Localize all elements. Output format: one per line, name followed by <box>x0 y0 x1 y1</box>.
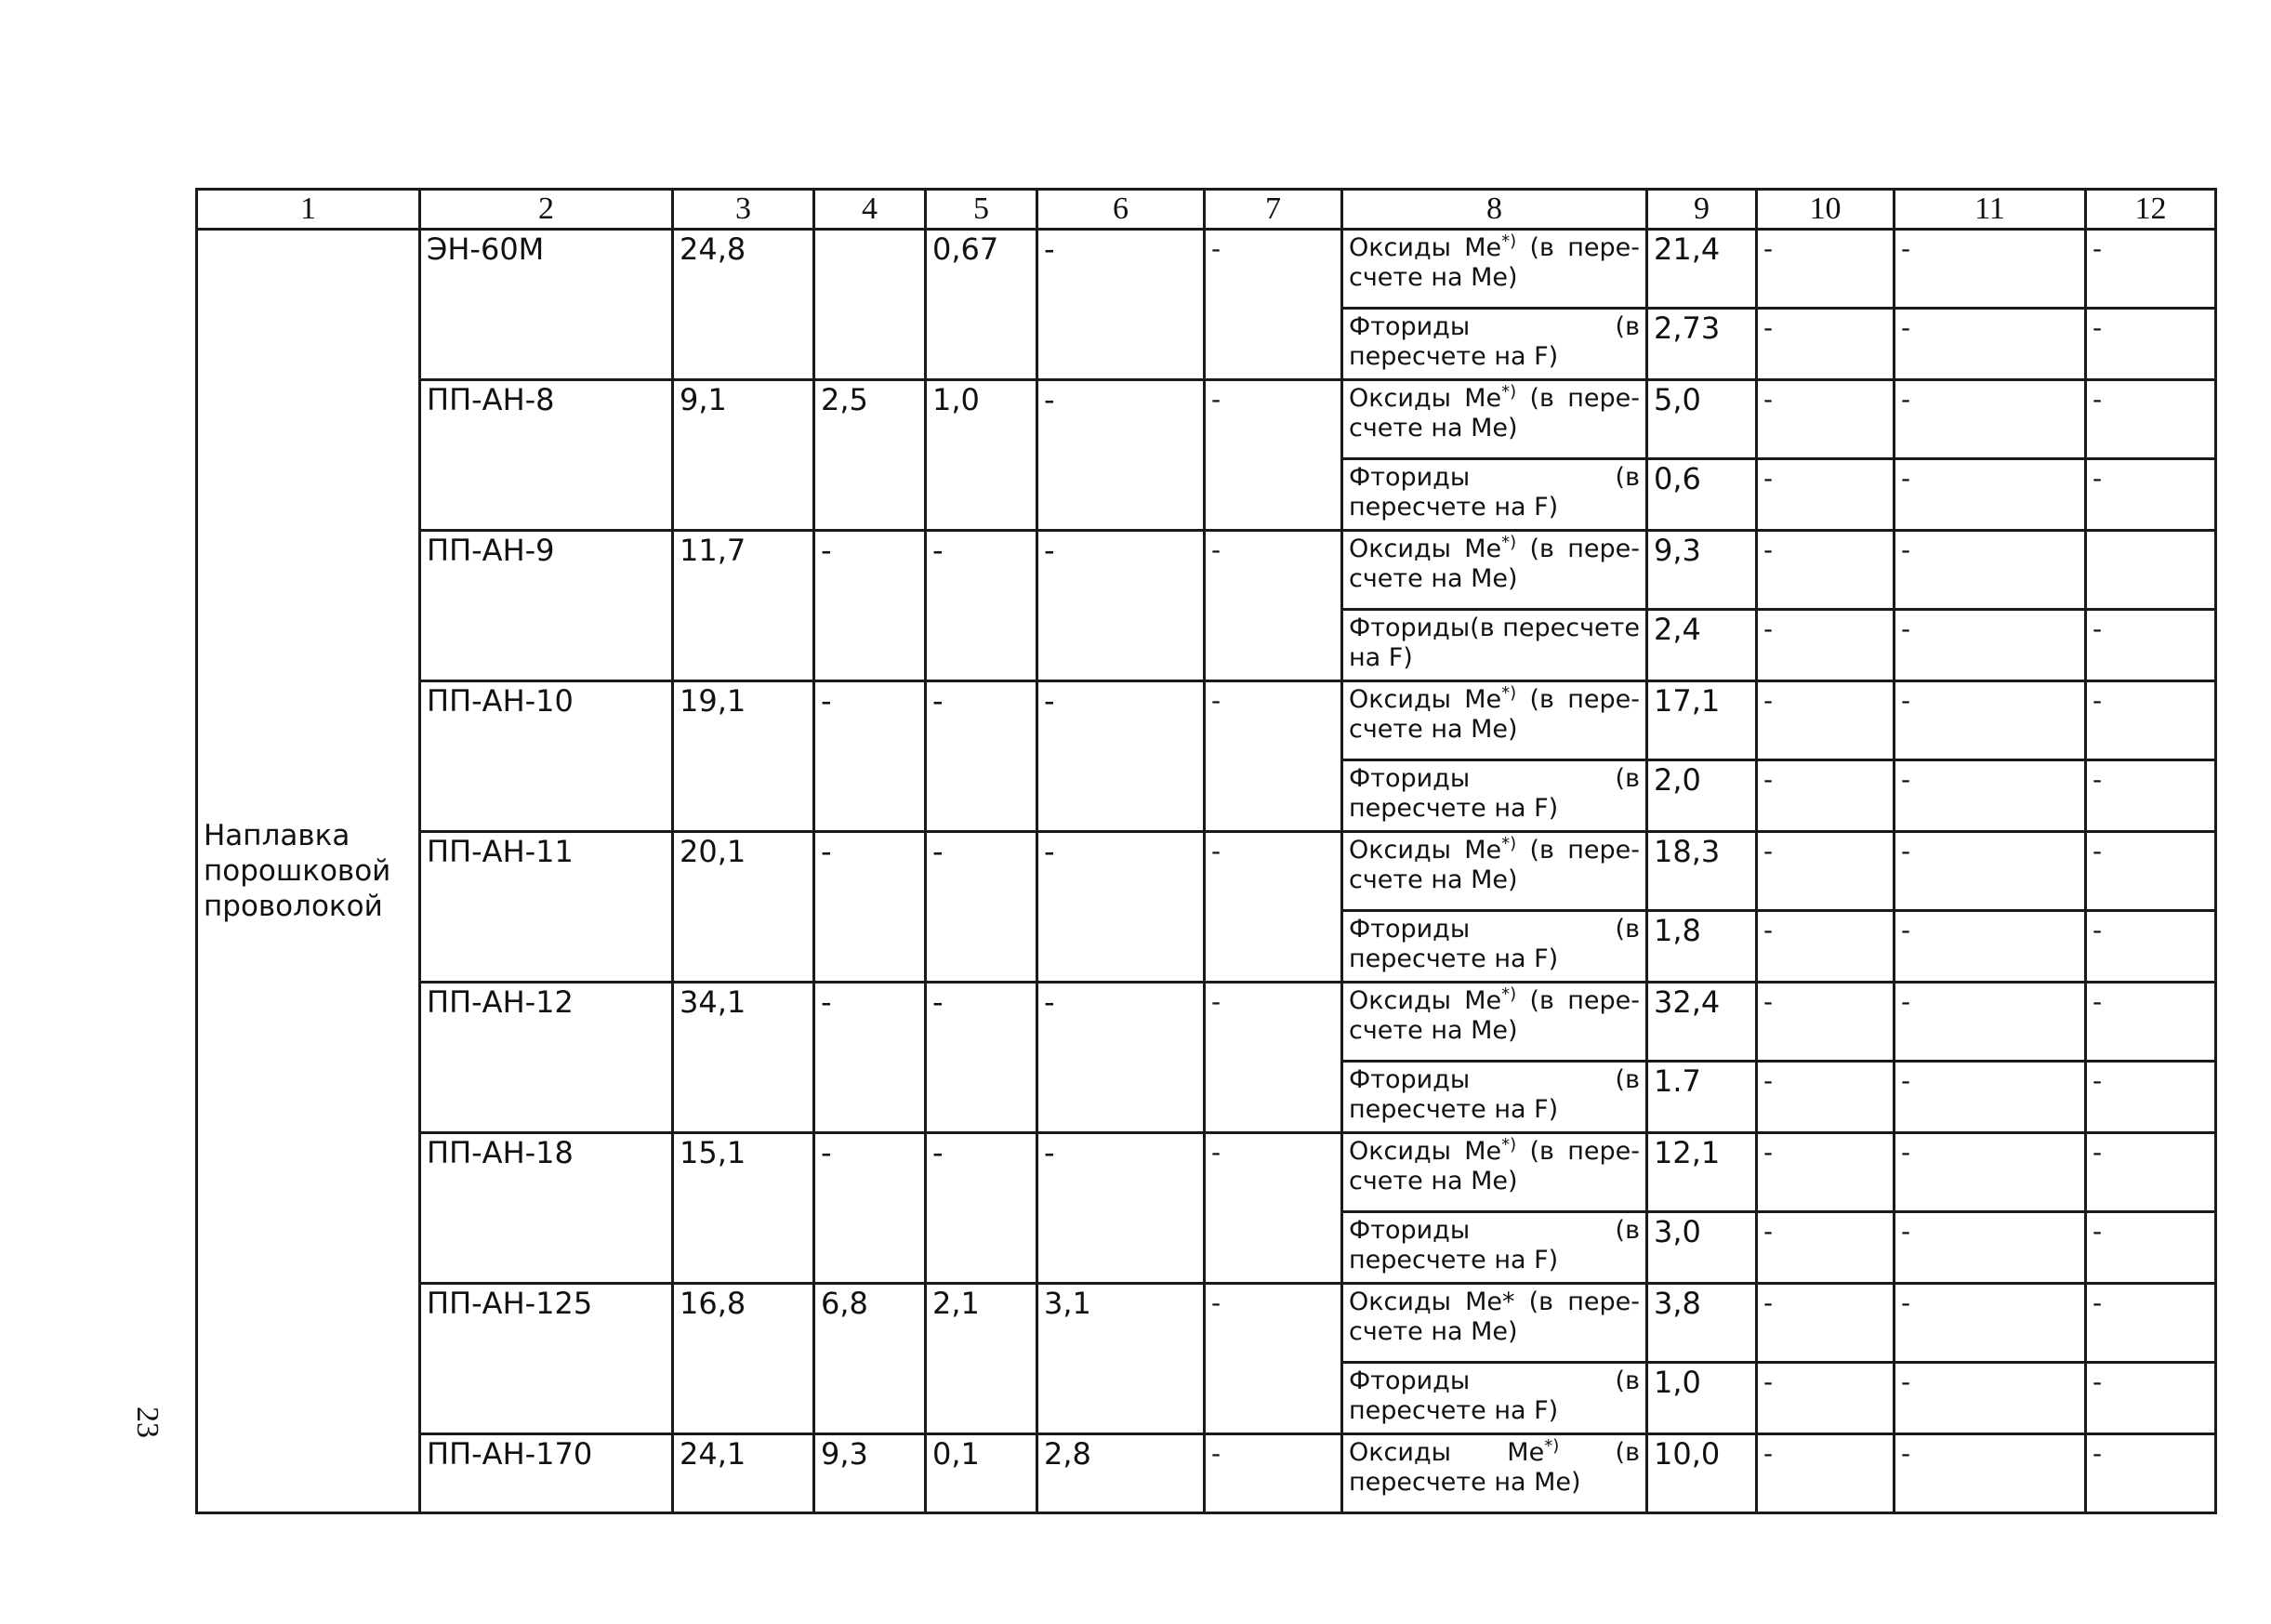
substance-name: Оксиды Ме <box>1349 685 1502 714</box>
col11-value: - <box>1895 531 2086 610</box>
col11-value: - <box>1895 681 2086 760</box>
col10-value: - <box>1757 309 1895 380</box>
col9-value: 17,1 <box>1647 681 1757 760</box>
footnote-mark: *) <box>1501 382 1517 402</box>
substance-cell <box>1342 1434 1647 1513</box>
col3-value: 19,1 <box>673 681 814 832</box>
col11-value: - <box>1895 1212 2086 1284</box>
col10-value: - <box>1757 1062 1895 1133</box>
substance-name: Оксиды Ме* <box>1349 1287 1515 1316</box>
col11-value: - <box>1895 309 2086 380</box>
col10-value: - <box>1757 459 1895 531</box>
col6-value: 3,1 <box>1037 1284 1205 1434</box>
col9-value: 18,3 <box>1647 832 1757 911</box>
substance-note: (в пере-счете на Ме) <box>1349 233 1640 292</box>
col6-value: - <box>1037 230 1205 380</box>
substance-cell <box>1342 380 1647 459</box>
col12-value: - <box>2086 1133 2216 1212</box>
col10-value: - <box>1757 1434 1895 1513</box>
substance-note: (в пере-счете на Ме) <box>1349 685 1640 744</box>
footnote-mark: *) <box>1501 683 1517 703</box>
col10-value: - <box>1757 531 1895 610</box>
material-name: ПП-АН-170 <box>420 1434 673 1513</box>
col11-value: - <box>1895 1062 2086 1133</box>
substance-cell <box>1342 309 1647 380</box>
col6-value: - <box>1037 681 1205 832</box>
col11-value: - <box>1895 1284 2086 1363</box>
col5-value: - <box>926 531 1037 681</box>
material-name: ПП-АН-8 <box>420 380 673 531</box>
col4-value: - <box>814 983 926 1133</box>
col10-value: - <box>1757 610 1895 681</box>
table-row <box>197 531 2216 610</box>
col7-value: - <box>1205 531 1342 681</box>
substance-cell <box>1342 1363 1647 1434</box>
substance-cell <box>1342 531 1647 610</box>
col11-value: - <box>1895 1133 2086 1212</box>
col10-value: - <box>1757 681 1895 760</box>
footnote-mark: *) <box>1501 984 1517 1004</box>
substance-note: (в пере-счете на Ме) <box>1349 1287 1640 1346</box>
substance-name: Оксиды Ме <box>1349 233 1502 262</box>
substance-name: Фториды (в пересчете на F) <box>1349 463 1640 522</box>
col11-value: - <box>1895 230 2086 309</box>
substance-name: Оксиды Ме <box>1349 1137 1502 1166</box>
col10-value: - <box>1757 983 1895 1062</box>
col12-value: - <box>2086 459 2216 531</box>
col10-value: - <box>1757 380 1895 459</box>
col11-value: - <box>1895 832 2086 911</box>
substance-cell <box>1342 230 1647 309</box>
col12-value: - <box>2086 1363 2216 1434</box>
table-row <box>197 380 2216 459</box>
footnote-mark: *) <box>1501 231 1517 251</box>
col3-value: 16,8 <box>673 1284 814 1434</box>
substance-name: Фториды (в пересчете на F) <box>1349 915 1640 973</box>
col10-value: - <box>1757 1212 1895 1284</box>
column-header: 11 <box>1895 190 2086 230</box>
substance-name: Оксиды Ме <box>1349 836 1502 865</box>
column-header: 5 <box>926 190 1037 230</box>
substance-note: (в пере-счете на Ме) <box>1349 384 1640 442</box>
col6-value: - <box>1037 832 1205 983</box>
material-name: ПП-АН-125 <box>420 1284 673 1434</box>
substance-name: Фториды (в пересчете на F) <box>1349 312 1640 371</box>
col9-value: 1,0 <box>1647 1363 1757 1434</box>
col12-value: - <box>2086 380 2216 459</box>
substance-name: Оксиды Ме <box>1349 535 1502 563</box>
col12-value: - <box>2086 1284 2216 1363</box>
column-header: 8 <box>1342 190 1647 230</box>
substance-cell <box>1342 1062 1647 1133</box>
substance-cell <box>1342 1284 1647 1363</box>
table-row <box>197 1133 2216 1212</box>
col9-value: 10,0 <box>1647 1434 1757 1513</box>
col12-value <box>2086 531 2216 610</box>
col10-value: - <box>1757 760 1895 832</box>
col11-value: - <box>1895 983 2086 1062</box>
col3-value: 24,8 <box>673 230 814 380</box>
col4-value: 9,3 <box>814 1434 926 1513</box>
substance-cell <box>1342 832 1647 911</box>
col10-value: - <box>1757 1284 1895 1363</box>
col9-value: 5,0 <box>1647 380 1757 459</box>
col10-value: - <box>1757 911 1895 983</box>
table-row <box>197 1434 2216 1513</box>
substance-cell <box>1342 983 1647 1062</box>
col5-value: 0,1 <box>926 1434 1037 1513</box>
substance-name: Фториды (в пересчете на F) <box>1349 1065 1640 1124</box>
col3-value: 15,1 <box>673 1133 814 1284</box>
substance-name: Фториды(в пересчете на F) <box>1349 614 1640 672</box>
header-row <box>197 190 2216 230</box>
col7-value: - <box>1205 1434 1342 1513</box>
col10-value: - <box>1757 230 1895 309</box>
column-header: 4 <box>814 190 926 230</box>
column-header: 6 <box>1037 190 1205 230</box>
col12-value: - <box>2086 681 2216 760</box>
col9-value: 1,8 <box>1647 911 1757 983</box>
col5-value: 2,1 <box>926 1284 1037 1434</box>
table-body <box>197 190 2216 1513</box>
col5-value: - <box>926 681 1037 832</box>
footnote-mark: *) <box>1501 834 1517 853</box>
substance-note: (в пере-счете на Ме) <box>1349 986 1640 1045</box>
col5-value: - <box>926 1133 1037 1284</box>
material-name: ЭН-60М <box>420 230 673 380</box>
col4-value: - <box>814 531 926 681</box>
col9-value: 3,0 <box>1647 1212 1757 1284</box>
column-header: 9 <box>1647 190 1757 230</box>
col4-value: - <box>814 681 926 832</box>
col11-value: - <box>1895 610 2086 681</box>
col9-value: 32,4 <box>1647 983 1757 1062</box>
col12-value: - <box>2086 760 2216 832</box>
material-name: ПП-АН-18 <box>420 1133 673 1284</box>
col7-value: - <box>1205 380 1342 531</box>
col11-value: - <box>1895 1434 2086 1513</box>
table-row <box>197 681 2216 760</box>
col9-value: 12,1 <box>1647 1133 1757 1212</box>
col3-value: 24,1 <box>673 1434 814 1513</box>
col3-value: 9,1 <box>673 380 814 531</box>
col6-value: 2,8 <box>1037 1434 1205 1513</box>
col11-value: - <box>1895 1363 2086 1434</box>
footnote-mark: *) <box>1501 533 1517 552</box>
col11-value: - <box>1895 760 2086 832</box>
column-header: 10 <box>1757 190 1895 230</box>
emissions-table <box>195 188 2217 1514</box>
substance-name: Фториды (в пересчете на F) <box>1349 1216 1640 1274</box>
col7-value: - <box>1205 230 1342 380</box>
col6-value: - <box>1037 1133 1205 1284</box>
col5-value: - <box>926 983 1037 1133</box>
col9-value: 9,3 <box>1647 531 1757 610</box>
col6-value: - <box>1037 531 1205 681</box>
col12-value: - <box>2086 1434 2216 1513</box>
substance-cell <box>1342 1212 1647 1284</box>
substance-name: Оксиды Ме <box>1349 1438 1545 1467</box>
col4-value: 6,8 <box>814 1284 926 1434</box>
table-row <box>197 1284 2216 1363</box>
col11-value: - <box>1895 911 2086 983</box>
table-row <box>197 230 2216 309</box>
page-number: 23 <box>130 1406 165 1438</box>
table-row <box>197 983 2216 1062</box>
substance-name: Фториды (в пересчете на F) <box>1349 764 1640 823</box>
footnote-mark: *) <box>1544 1436 1560 1456</box>
col3-value: 11,7 <box>673 531 814 681</box>
col10-value: - <box>1757 832 1895 911</box>
col12-value: - <box>2086 911 2216 983</box>
col10-value: - <box>1757 1133 1895 1212</box>
col12-value: - <box>2086 832 2216 911</box>
substance-cell <box>1342 760 1647 832</box>
col10-value: - <box>1757 1363 1895 1434</box>
substance-cell <box>1342 459 1647 531</box>
col9-value: 2,0 <box>1647 760 1757 832</box>
col4-value <box>814 230 926 380</box>
substance-note: (в пере-счете на Ме) <box>1349 535 1640 593</box>
substance-cell <box>1342 911 1647 983</box>
col7-value: - <box>1205 681 1342 832</box>
material-name: ПП-АН-11 <box>420 832 673 983</box>
col7-value: - <box>1205 1284 1342 1434</box>
col4-value: - <box>814 1133 926 1284</box>
substance-name: Оксиды Ме <box>1349 384 1502 413</box>
col11-value: - <box>1895 380 2086 459</box>
col12-value: - <box>2086 309 2216 380</box>
column-header: 12 <box>2086 190 2216 230</box>
col5-value: 0,67 <box>926 230 1037 380</box>
col3-value: 34,1 <box>673 983 814 1133</box>
col12-value: - <box>2086 983 2216 1062</box>
col9-value: 2,73 <box>1647 309 1757 380</box>
col11-value: - <box>1895 459 2086 531</box>
col12-value: - <box>2086 1062 2216 1133</box>
material-name: ПП-АН-12 <box>420 983 673 1133</box>
col3-value: 20,1 <box>673 832 814 983</box>
substance-name: Фториды (в пересчете на F) <box>1349 1367 1640 1425</box>
col6-value: - <box>1037 983 1205 1133</box>
material-name: ПП-АН-10 <box>420 681 673 832</box>
col9-value: 1.7 <box>1647 1062 1757 1133</box>
col7-value: - <box>1205 983 1342 1133</box>
col9-value: 21,4 <box>1647 230 1757 309</box>
table-row <box>197 832 2216 911</box>
col9-value: 3,8 <box>1647 1284 1757 1363</box>
column-header: 2 <box>420 190 673 230</box>
material-name: ПП-АН-9 <box>420 531 673 681</box>
column-header: 1 <box>197 190 420 230</box>
col12-value: - <box>2086 1212 2216 1284</box>
substance-cell <box>1342 1133 1647 1212</box>
col12-value: - <box>2086 230 2216 309</box>
substance-cell <box>1342 610 1647 681</box>
col9-value: 2,4 <box>1647 610 1757 681</box>
footnote-mark: *) <box>1501 1135 1517 1155</box>
col5-value: - <box>926 832 1037 983</box>
substance-name: Оксиды Ме <box>1349 986 1502 1015</box>
column-header: 3 <box>673 190 814 230</box>
substance-note: (в пере-счете на Ме) <box>1349 836 1640 894</box>
operation-cell: Наплавка порошковой проволокой <box>197 230 420 1513</box>
col12-value: - <box>2086 610 2216 681</box>
col7-value: - <box>1205 832 1342 983</box>
col5-value: 1,0 <box>926 380 1037 531</box>
col4-value: 2,5 <box>814 380 926 531</box>
substance-note: (в пере-счете на Ме) <box>1349 1137 1640 1195</box>
col7-value: - <box>1205 1133 1342 1284</box>
column-header: 7 <box>1205 190 1342 230</box>
substance-cell <box>1342 681 1647 760</box>
col9-value: 0,6 <box>1647 459 1757 531</box>
substance-note: (в пересчете на Ме) <box>1349 1438 1640 1497</box>
col6-value: - <box>1037 380 1205 531</box>
col4-value: - <box>814 832 926 983</box>
